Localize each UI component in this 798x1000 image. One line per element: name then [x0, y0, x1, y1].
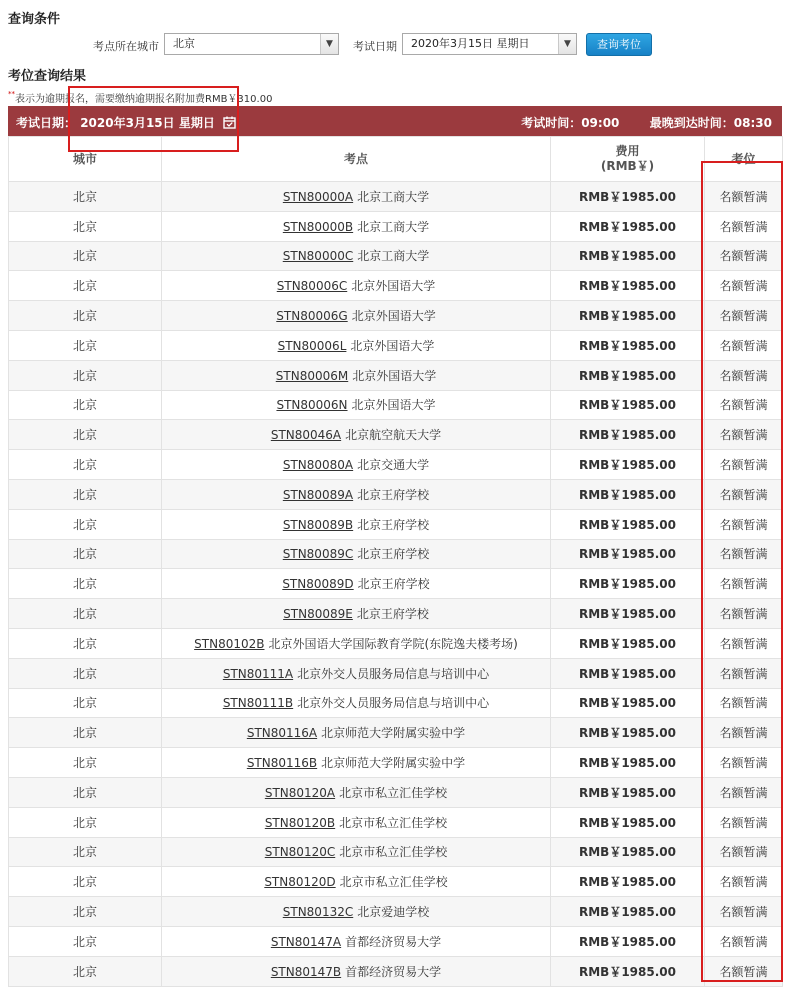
center-code-link[interactable]: STN80000B: [282, 219, 354, 234]
table-row: [9, 658, 783, 688]
fee-cell: RMB￥1985.00: [551, 599, 705, 629]
seat-status-cell: 名额暂满: [705, 182, 783, 212]
center-code-link[interactable]: STN80006L: [277, 338, 347, 353]
city-cell: 北京: [9, 837, 162, 867]
date-select-value: 2020年3月15日 星期日: [411, 37, 530, 50]
seat-status-cell: 名额暂满: [705, 688, 783, 718]
table-row: [9, 718, 783, 748]
city-cell: 北京: [9, 867, 162, 897]
center-name: 北京外交人员服务局信息与培训中心: [297, 696, 490, 711]
search-seat-button[interactable]: 查询考位: [586, 33, 652, 56]
center-cell: [162, 658, 551, 688]
center-code-link[interactable]: STN80111B: [222, 696, 294, 711]
seat-status-cell: 名额暂满: [705, 956, 783, 986]
center-cell: [162, 718, 551, 748]
city-cell: 北京: [9, 241, 162, 271]
city-cell: 北京: [9, 301, 162, 331]
center-code-link[interactable]: STN80132C: [282, 905, 354, 920]
city-cell: 北京: [9, 420, 162, 450]
table-row: [9, 360, 783, 390]
center-code-link[interactable]: STN80120C: [264, 845, 336, 860]
center-name: 北京外国语大学: [350, 338, 435, 353]
seat-status-cell: 名额暂满: [705, 360, 783, 390]
table-row: [9, 301, 783, 331]
table-row: [9, 867, 783, 897]
city-cell: 北京: [9, 390, 162, 420]
center-name: 首都经济贸易大学: [345, 934, 442, 949]
city-cell: 北京: [9, 211, 162, 241]
seat-status-cell: 名额暂满: [705, 330, 783, 360]
table-row: [9, 807, 783, 837]
city-cell: 北京: [9, 777, 162, 807]
seat-status-cell: 名额暂满: [705, 241, 783, 271]
center-name: 北京王府学校: [357, 577, 430, 592]
table-row: [9, 420, 783, 450]
city-cell: 北京: [9, 509, 162, 539]
fee-cell: RMB￥1985.00: [551, 956, 705, 986]
center-name: 北京市私立汇佳学校: [339, 875, 448, 890]
seat-status-cell: 名额暂满: [705, 301, 783, 331]
center-cell: [162, 420, 551, 450]
center-name: 北京市私立汇佳学校: [339, 815, 448, 830]
results-table: [8, 136, 783, 987]
center-cell: [162, 509, 551, 539]
table-row: [9, 390, 783, 420]
center-cell: [162, 271, 551, 301]
center-cell: [162, 569, 551, 599]
fee-cell: RMB￥1985.00: [551, 897, 705, 927]
late-registration-note: [8, 90, 272, 105]
center-cell: [162, 926, 551, 956]
center-cell: [162, 599, 551, 629]
center-cell: [162, 390, 551, 420]
seat-status-cell: 名额暂满: [705, 807, 783, 837]
seat-status-cell: 名额暂满: [705, 599, 783, 629]
seat-status-cell: 名额暂满: [705, 777, 783, 807]
center-name: 北京航空航天大学: [345, 428, 442, 443]
fee-cell: RMB￥1985.00: [551, 301, 705, 331]
table-row: [9, 330, 783, 360]
center-code-link[interactable]: STN80147B: [270, 964, 342, 979]
seat-status-cell: 名额暂满: [705, 748, 783, 778]
center-cell: [162, 450, 551, 480]
exam-date-value: 2020年3月15日 星期日: [80, 116, 215, 130]
seat-status-cell: 名额暂满: [705, 837, 783, 867]
center-code-link[interactable]: STN80080A: [282, 458, 354, 473]
city-cell: 北京: [9, 450, 162, 480]
center-name: 北京师范大学附属实验中学: [321, 756, 466, 771]
center-code-link[interactable]: STN80006M: [275, 368, 349, 383]
results-section-title: 考位查询结果: [8, 69, 87, 84]
fee-cell: RMB￥1985.00: [551, 241, 705, 271]
center-code-link[interactable]: STN80089C: [282, 547, 354, 562]
seat-status-cell: 名额暂满: [705, 539, 783, 569]
fee-cell: RMB￥1985.00: [551, 479, 705, 509]
fee-cell: RMB￥1985.00: [551, 718, 705, 748]
center-name: 北京工商大学: [357, 249, 430, 264]
city-cell: 北京: [9, 688, 162, 718]
center-code-link[interactable]: STN80116B: [246, 756, 318, 771]
center-cell: [162, 241, 551, 271]
table-row: [9, 211, 783, 241]
city-cell: 北京: [9, 330, 162, 360]
center-code-link[interactable]: STN80006N: [276, 398, 348, 413]
center-name: 北京市私立汇佳学校: [339, 785, 448, 800]
table-row: [9, 748, 783, 778]
center-name: 北京市私立汇佳学校: [339, 845, 448, 860]
note-text: 表示为逾期报名，需要缴纳逾期报名附加费RMB￥310.00: [15, 94, 273, 105]
seat-status-cell: 名额暂满: [705, 926, 783, 956]
center-code-link[interactable]: STN80000C: [282, 249, 354, 264]
arrival-time-value: 08:30: [733, 116, 772, 130]
center-code-link[interactable]: STN80120A: [264, 785, 336, 800]
fee-cell: RMB￥1985.00: [551, 271, 705, 301]
fee-cell: RMB￥1985.00: [551, 926, 705, 956]
center-name: 北京工商大学: [357, 219, 430, 234]
table-row: [9, 926, 783, 956]
center-name: 北京外国语大学国际教育学院(东院逸夫楼考场): [268, 636, 518, 651]
center-name: 首都经济贸易大学: [345, 964, 442, 979]
city-cell: 北京: [9, 271, 162, 301]
center-name: 北京外交人员服务局信息与培训中心: [297, 666, 490, 681]
seat-status-cell: 名额暂满: [705, 867, 783, 897]
center-name: 北京外国语大学: [352, 368, 437, 383]
seat-status-cell: 名额暂满: [705, 450, 783, 480]
results-table-body: [9, 182, 783, 987]
seat-status-cell: 名额暂满: [705, 420, 783, 450]
center-code-link[interactable]: STN80089E: [283, 607, 353, 622]
center-name: 北京王府学校: [356, 607, 429, 622]
fee-header-unit: (RMB￥): [600, 159, 655, 173]
date-select[interactable]: [402, 33, 577, 55]
city-cell: 北京: [9, 748, 162, 778]
table-row: [9, 271, 783, 301]
table-row: [9, 539, 783, 569]
center-code-link[interactable]: STN80089D: [282, 577, 354, 592]
center-name: 北京外国语大学: [351, 279, 436, 294]
column-header-fee: [551, 137, 705, 182]
fee-cell: RMB￥1985.00: [551, 628, 705, 658]
city-cell: 北京: [9, 926, 162, 956]
center-name: 北京王府学校: [357, 547, 430, 562]
seat-status-cell: 名额暂满: [705, 628, 783, 658]
center-code-link[interactable]: STN80089A: [282, 487, 354, 502]
table-row: [9, 628, 783, 658]
exam-date-bar: [8, 106, 782, 136]
table-row: [9, 241, 783, 271]
city-cell: 北京: [9, 599, 162, 629]
seat-status-cell: 名额暂满: [705, 569, 783, 599]
city-cell: 北京: [9, 718, 162, 748]
city-cell: 北京: [9, 956, 162, 986]
city-cell: 北京: [9, 658, 162, 688]
query-form: [0, 32, 798, 58]
table-row: [9, 599, 783, 629]
city-cell: 北京: [9, 182, 162, 212]
city-label: 考点所在城市: [93, 40, 159, 53]
fee-cell: RMB￥1985.00: [551, 360, 705, 390]
table-row: [9, 837, 783, 867]
fee-cell: RMB￥1985.00: [551, 509, 705, 539]
center-cell: [162, 360, 551, 390]
seat-status-cell: 名额暂满: [705, 718, 783, 748]
exam-date-label: 考试日期：: [16, 116, 77, 130]
center-cell: [162, 777, 551, 807]
center-cell: [162, 479, 551, 509]
seat-status-cell: 名额暂满: [705, 897, 783, 927]
exam-time-value: 09:00: [581, 116, 620, 130]
fee-cell: RMB￥1985.00: [551, 867, 705, 897]
exam-time-label: 考试时间：: [521, 116, 582, 130]
center-code-link[interactable]: STN80120D: [264, 875, 336, 890]
center-code-link[interactable]: STN80089B: [282, 517, 354, 532]
center-code-link[interactable]: STN80000A: [282, 189, 354, 204]
fee-header-label: 费用: [615, 144, 640, 158]
center-code-link[interactable]: STN80111A: [222, 666, 294, 681]
fee-cell: RMB￥1985.00: [551, 182, 705, 212]
seat-status-cell: 名额暂满: [705, 479, 783, 509]
table-row: [9, 897, 783, 927]
center-name: 北京王府学校: [357, 517, 430, 532]
table-row: [9, 450, 783, 480]
city-select-value: 北京: [173, 37, 195, 50]
center-cell: [162, 837, 551, 867]
table-row: [9, 182, 783, 212]
calendar-icon[interactable]: [223, 116, 236, 129]
center-code-link[interactable]: STN80120B: [264, 815, 336, 830]
city-cell: 北京: [9, 539, 162, 569]
exam-time-group: [521, 114, 772, 131]
center-code-link[interactable]: STN80046A: [270, 428, 342, 443]
center-cell: [162, 748, 551, 778]
table-row: [9, 569, 783, 599]
fee-cell: RMB￥1985.00: [551, 330, 705, 360]
fee-cell: RMB￥1985.00: [551, 658, 705, 688]
column-header-seat: 考位: [705, 137, 783, 182]
column-header-center: 考点: [162, 137, 551, 182]
note-star: **: [8, 90, 15, 98]
center-code-link[interactable]: STN80006C: [276, 279, 348, 294]
fee-cell: RMB￥1985.00: [551, 390, 705, 420]
arrival-time-label: 最晚到达时间：: [649, 116, 734, 130]
date-label: 考试日期: [353, 40, 397, 53]
exam-date-group: [16, 114, 236, 131]
center-code-link[interactable]: STN80102B: [194, 636, 265, 651]
center-cell: [162, 807, 551, 837]
fee-cell: RMB￥1985.00: [551, 420, 705, 450]
table-row: [9, 688, 783, 718]
center-name: 北京工商大学: [357, 189, 430, 204]
chevron-down-icon[interactable]: ▼: [558, 34, 576, 54]
fee-cell: RMB￥1985.00: [551, 807, 705, 837]
center-cell: [162, 897, 551, 927]
fee-cell: RMB￥1985.00: [551, 777, 705, 807]
fee-cell: RMB￥1985.00: [551, 450, 705, 480]
center-name: 北京外国语大学: [351, 309, 436, 324]
table-row: [9, 479, 783, 509]
city-cell: 北京: [9, 897, 162, 927]
fee-cell: RMB￥1985.00: [551, 569, 705, 599]
center-code-link[interactable]: STN80116A: [246, 726, 318, 741]
center-cell: [162, 867, 551, 897]
center-name: 北京爱迪学校: [357, 905, 430, 920]
seat-status-cell: 名额暂满: [705, 509, 783, 539]
city-cell: 北京: [9, 360, 162, 390]
city-cell: 北京: [9, 807, 162, 837]
fee-cell: RMB￥1985.00: [551, 748, 705, 778]
city-cell: 北京: [9, 628, 162, 658]
center-cell: [162, 956, 551, 986]
fee-cell: RMB￥1985.00: [551, 837, 705, 867]
table-row: [9, 509, 783, 539]
center-cell: [162, 182, 551, 212]
table-row: [9, 956, 783, 986]
center-cell: [162, 628, 551, 658]
center-name: 北京王府学校: [357, 487, 430, 502]
seat-status-cell: 名额暂满: [705, 390, 783, 420]
fee-cell: RMB￥1985.00: [551, 211, 705, 241]
seat-status-cell: 名额暂满: [705, 211, 783, 241]
city-cell: 北京: [9, 569, 162, 599]
center-cell: [162, 688, 551, 718]
center-code-link[interactable]: STN80147A: [270, 934, 342, 949]
table-header-row: [9, 137, 783, 182]
city-cell: 北京: [9, 479, 162, 509]
chevron-down-icon[interactable]: ▼: [320, 34, 338, 54]
center-cell: [162, 539, 551, 569]
center-cell: [162, 301, 551, 331]
center-name: 北京外国语大学: [351, 398, 436, 413]
center-cell: [162, 211, 551, 241]
column-header-city: 城市: [9, 137, 162, 182]
center-name: 北京师范大学附属实验中学: [321, 726, 466, 741]
query-section-title: 查询条件: [8, 12, 61, 27]
center-name: 北京交通大学: [357, 458, 430, 473]
fee-cell: RMB￥1985.00: [551, 539, 705, 569]
city-select[interactable]: [164, 33, 339, 55]
center-cell: [162, 330, 551, 360]
seat-status-cell: 名额暂满: [705, 271, 783, 301]
seat-status-cell: 名额暂满: [705, 658, 783, 688]
center-code-link[interactable]: STN80006G: [276, 309, 348, 324]
table-row: [9, 777, 783, 807]
fee-cell: RMB￥1985.00: [551, 688, 705, 718]
